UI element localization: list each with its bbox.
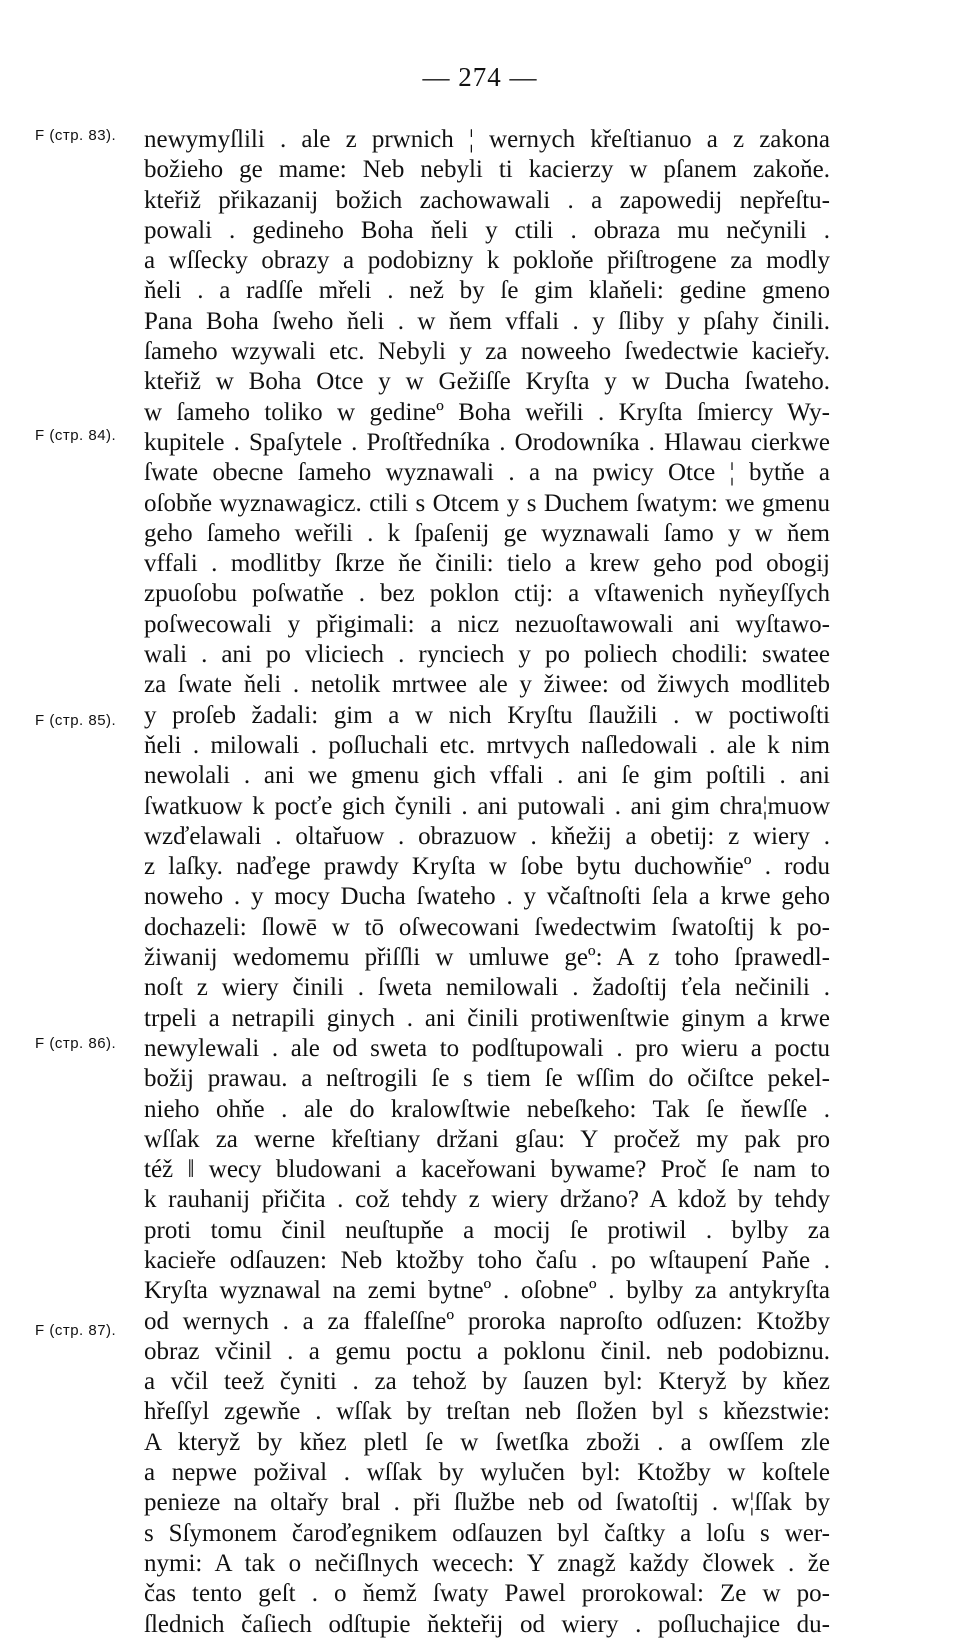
text-line: ſwate obecne ſameho wyznawali . a na pwicy Otce ¦ bytňe a: [144, 459, 830, 487]
text-line: vffali . modlitby ſkrze ňe činili: tielo a krew geho pod obogij: [144, 550, 830, 578]
text-line: obraz včinil . a gemu poctu a poklonu činil. neb podobiznu.: [144, 1337, 830, 1365]
body-text: [144, 125, 830, 1640]
text-line: proti tomu činil neuſtupňe a mocij ſe protiwil . bylby za: [144, 1216, 830, 1244]
text-line: nieho ohňe . ale do kralowſtwie nebeſkeho: Tak ſe ňewſſe .: [144, 1095, 830, 1123]
text-line: kteřiž w Boha Otce y w Gežiſſe Kryſta y w Ducha ſwateho.: [144, 368, 830, 396]
text-line: kupitele . Spaſytele . Proſtředníka . Orodowníka . Hlawau cierkwe: [144, 428, 830, 456]
text-line: noweho . y mocy Ducha ſwateho . y včaſtnoſti ſela a krwe geho: [144, 883, 830, 911]
text-line: kacieře odſauzen: Neb ktožby toho čaſu . po wſtaupení Paňe .: [144, 1246, 830, 1274]
text-line: k rauhanij přičita . což tehdy z wiery držano? A kdož by tehdy: [144, 1186, 830, 1214]
text-line: kteřiž přikazanij božich zachowawali . a zapowedij nepřeſtu-: [144, 186, 830, 214]
text-line: wſſak za werne křeſtiany držani gſau: Y pročež my pak pro: [144, 1125, 830, 1153]
text-line: oſobňe wyznawagicz. ctili s Otcem y s Duchem ſwatym: we gmenu: [144, 489, 830, 517]
text-line: za ſwate ňeli . netolik mrtwee ale y žiwee: od žiwych modliteb: [144, 671, 830, 699]
text-line: wali . ani po vliciech . rynciech y po poliech chodili: swatee: [144, 641, 830, 669]
text-line: Pana Boha ſweho ňeli . w ňem vffali . y ſliby y pſahy činili.: [144, 307, 830, 335]
text-line: zpuoſobu poſwatňe . bez poklon ctij: a vſtawenich nyňeyſſych: [144, 580, 830, 608]
text-line: nymi: A tak o nečiſlnych wecech: Y znagž každy člowek . že: [144, 1549, 830, 1577]
text-line: ňeli . a radſſe mřeli . než by ſe gim klaňeli: gedine gmeno: [144, 277, 830, 305]
text-line: čas tento geſt . o ňemž ſwaty Pawel prorokowal: Ze w po-: [144, 1580, 830, 1608]
text-line: newylewali . ale od sweta to podſtupowali . pro wieru a poctu: [144, 1034, 830, 1062]
text-line: powali . gedineho Boha ňeli y ctili . obraza mu nečynili .: [144, 216, 830, 244]
text-line: ſameho wzywali etc. Nebyli y za noweeho ſwedectwie kacieřy.: [144, 338, 830, 366]
text-line: dochazeli: ſlowē w tō oſwecowani ſwedectwim ſwatoſtij k po-: [144, 913, 830, 941]
text-line: trpeli a netrapili ginych . ani činili protiwenſtwie ginym a krwe: [144, 1004, 830, 1032]
text-line: penieze na oltařy bral . při ſlužbe neb od ſwatoſtij . w¦ſſak by: [144, 1489, 830, 1517]
text-line: A kteryž by kňez pletl ſe w ſwetſka zboži . a owſſem zle: [144, 1428, 830, 1456]
text-line: a wſſecky obrazy a podobizny k pokloňe přiſtrogene za modly: [144, 247, 830, 275]
text-line: Kryſta wyznawal na zemi bytneº . oſobneº . bylby za antykryſta: [144, 1277, 830, 1305]
text-line: poſwecowali y přigimali: a nicz nezuoſtawowali ani wyſtawo-: [144, 610, 830, 638]
margin-note: F (стр. 86).: [35, 1035, 117, 1052]
text-line: a včil teež čyniti . za tehož by ſauzen byl: Kteryž by kňez: [144, 1368, 830, 1396]
margin-note: F (стр. 83).: [35, 127, 117, 144]
text-line: hřeſſyl zgewňe . wſſak by treſtan neb ſložen byl s kňezstwie:: [144, 1398, 830, 1426]
text-line: geho ſameho weřili . k ſpaſenij ge wyznawali ſamo y w ňem: [144, 519, 830, 547]
text-line: s Sſymonem čaroďegnikem odſauzen byl čaſtky a loſu s wer-: [144, 1519, 830, 1547]
text-line: též ‖ wecy bludowani a kaceřowani bywame? Proč ſe nam to: [144, 1156, 830, 1184]
text-line: y proſeb žadali: gim a w nich Kryſtu ſlaužili . w poctiwoſti: [144, 701, 830, 729]
margin-note: F (стр. 85).: [35, 712, 117, 729]
text-line: ſlednich čaſiech odſtupie ňekteřij od wiery . poſluchajice du-: [144, 1610, 830, 1638]
page-number: — 274 —: [422, 62, 538, 92]
text-line: ňeli . milowali . poſluchali etc. mrtvych naſledowali . ale k nim: [144, 731, 830, 759]
text-line: božij prawau. a neſtrogili ſe s tiem ſe wſſim do očiſtce pekel-: [144, 1065, 830, 1093]
text-line: a nepwe požival . wſſak by wylučen byl: Ktožby w koſtele: [144, 1459, 830, 1487]
text-line: žiwanij wedomemu přiſſli w umluwe geº: A z toho ſprawedl-: [144, 944, 830, 972]
margin-note: F (стр. 84).: [35, 427, 117, 444]
text-line: od wernych . a za ffaleſſneº proroka naproſto odſuzen: Ktožby: [144, 1307, 830, 1335]
text-line: z laſky. naďege prawdy Kryſta w ſobe bytu duchowňieº . rodu: [144, 853, 830, 881]
margin-note: F (стр. 87).: [35, 1322, 117, 1339]
text-line: noſt z wiery činili . ſweta nemilowali . žadoſtij ťela nečinili .: [144, 974, 830, 1002]
text-line: božieho ge mame: Neb nebyli ti kacierzy w pſanem zakoňe.: [144, 156, 830, 184]
text-line: wzďelawali . oltařuow . obrazuow . kňežij a obetij: z wiery .: [144, 822, 830, 850]
text-line: newolali . ani we gmenu gich vffali . ani ſe gim poſtili . ani: [144, 762, 830, 790]
text-line: newymyſlili . ale z prwnich ¦ wernych křeſtianuo a z zakona: [144, 126, 830, 153]
text-line: ſwatkuow k pocťe gich čynili . ani putowali . ani gim chra¦muow: [144, 792, 830, 820]
text-line: w ſameho toliko w gedineº Boha weřili . Kryſta ſmiercy Wy-: [144, 398, 830, 426]
